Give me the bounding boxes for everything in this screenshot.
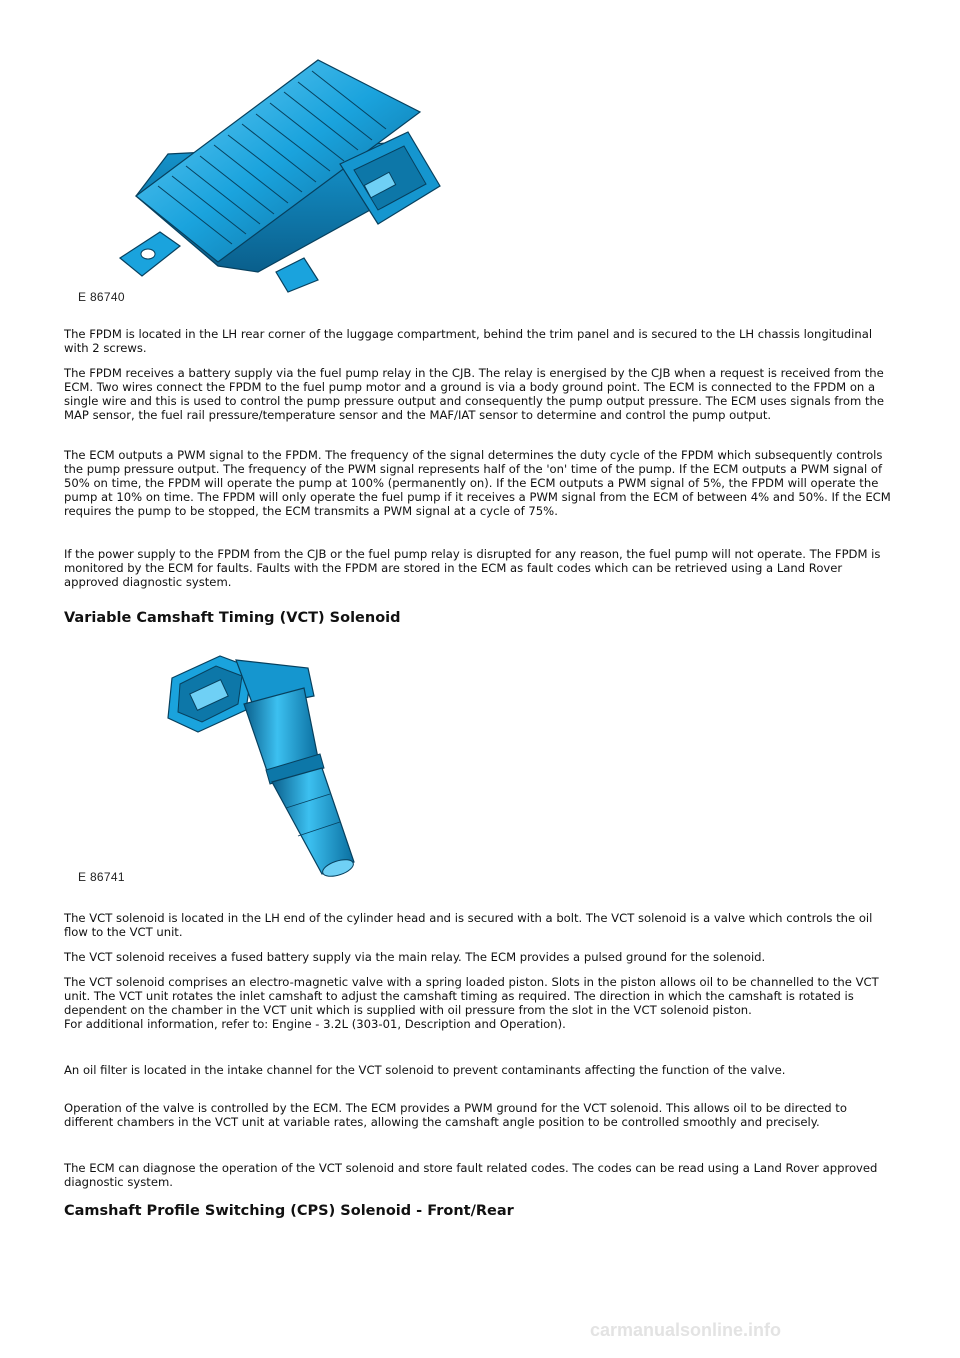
section-heading: Variable Camshaft Timing (VCT) Solenoid bbox=[64, 610, 401, 626]
paragraph: An oil filter is located in the intake channel for the VCT solenoid to prevent contaminants affecting the function of the valve. bbox=[64, 1063, 786, 1077]
paragraph: Operation of the valve is controlled by the ECM. The ECM provides a PWM ground for the VCT solenoid. This allows oil to be directed to different chambers in the VCT unit at variable rates, allowing the camshaft angle position to be controlled smoothly and precisely. bbox=[64, 1101, 847, 1129]
paragraph: The ECM can diagnose the operation of the VCT solenoid and store fault related codes. The codes can be read using a Land Rover approved diagnostic system. bbox=[64, 1161, 878, 1189]
fpdm-module-drawing bbox=[108, 46, 468, 296]
paragraph: The VCT solenoid is located in the LH end of the cylinder head and is secured with a bolt. The VCT solenoid is a valve which controls the oil flow to the VCT unit. bbox=[64, 911, 873, 939]
section-heading: Camshaft Profile Switching (CPS) Solenoid - Front/Rear bbox=[64, 1203, 514, 1219]
vct-solenoid-drawing bbox=[158, 648, 358, 878]
paragraph: The VCT solenoid receives a fused battery supply via the main relay. The ECM provides a pulsed ground for the solenoid. bbox=[64, 950, 766, 964]
paragraph: The FPDM is located in the LH rear corner of the luggage compartment, behind the trim panel and is secured to the LH chassis longitudinal with 2 screws. bbox=[64, 327, 873, 355]
paragraph-text: The VCT solenoid comprises an electro-magnetic valve with a spring loaded piston. Slots in the piston allows oil to be channelled to the VCT unit. The VCT unit rotates the inlet camshaft to adjust the camshaft timing as required. The direction in which the camshaft is rotated is dependent on the chamber in the VCT unit which is supplied with oil pressure from the slot in the VCT solenoid piston. bbox=[64, 975, 879, 1017]
watermark-text: carmanualsonline.info bbox=[590, 1320, 782, 1340]
vct-figure-label: E 86741 bbox=[78, 870, 125, 884]
paragraph: If the power supply to the FPDM from the CJB or the fuel pump relay is disrupted for any reason, the fuel pump will not operate. The FPDM is monitored by the ECM for faults. Faults with the FPDM are stored in the ECM as fault codes which can be retrieved using a Land Rover approved diagnostic system. bbox=[64, 547, 881, 589]
fpdm-illustration bbox=[108, 46, 468, 296]
fpdm-figure-label: E 86740 bbox=[78, 290, 125, 304]
paragraph: The ECM outputs a PWM signal to the FPDM. The frequency of the signal determines the duty cycle of the FPDM which subsequently controls the pump pressure output. The frequency of the PWM signal represents half of the 'on' time of the pump. If the ECM outputs a PWM signal of 50% on time, the FPDM will operate the pump at 100% (permanently on). If the ECM outputs a PWM signal of 5%, the FPDM will operate the pump at 10% on time. The FPDM will only operate the fuel pump if it receives a PWM signal from the ECM of between 4% and 50%. If the ECM requires the pump to be stopped, the ECM transmits a PWM signal at a cycle of 75%. bbox=[64, 448, 891, 518]
paragraph bbox=[64, 975, 898, 1031]
paragraph: The FPDM receives a battery supply via the fuel pump relay in the CJB. The relay is energised by the CJB when a request is received from the ECM. Two wires connect the FPDM to the fuel pump motor and a ground is via a body ground point. The ECM is connected to the FPDM on a single wire and this is used to control the pump pressure output and consequently the pump output pressure. The ECM uses signals from the MAP sensor, the fuel rail pressure/temperature sensor and the MAF/IAT sensor to determine and control the pump output. bbox=[64, 366, 884, 422]
vct-solenoid-illustration bbox=[158, 648, 358, 878]
cross-reference: For additional information, refer to: Engine - 3.2L (303-01, Description and Operation). bbox=[64, 1017, 566, 1031]
